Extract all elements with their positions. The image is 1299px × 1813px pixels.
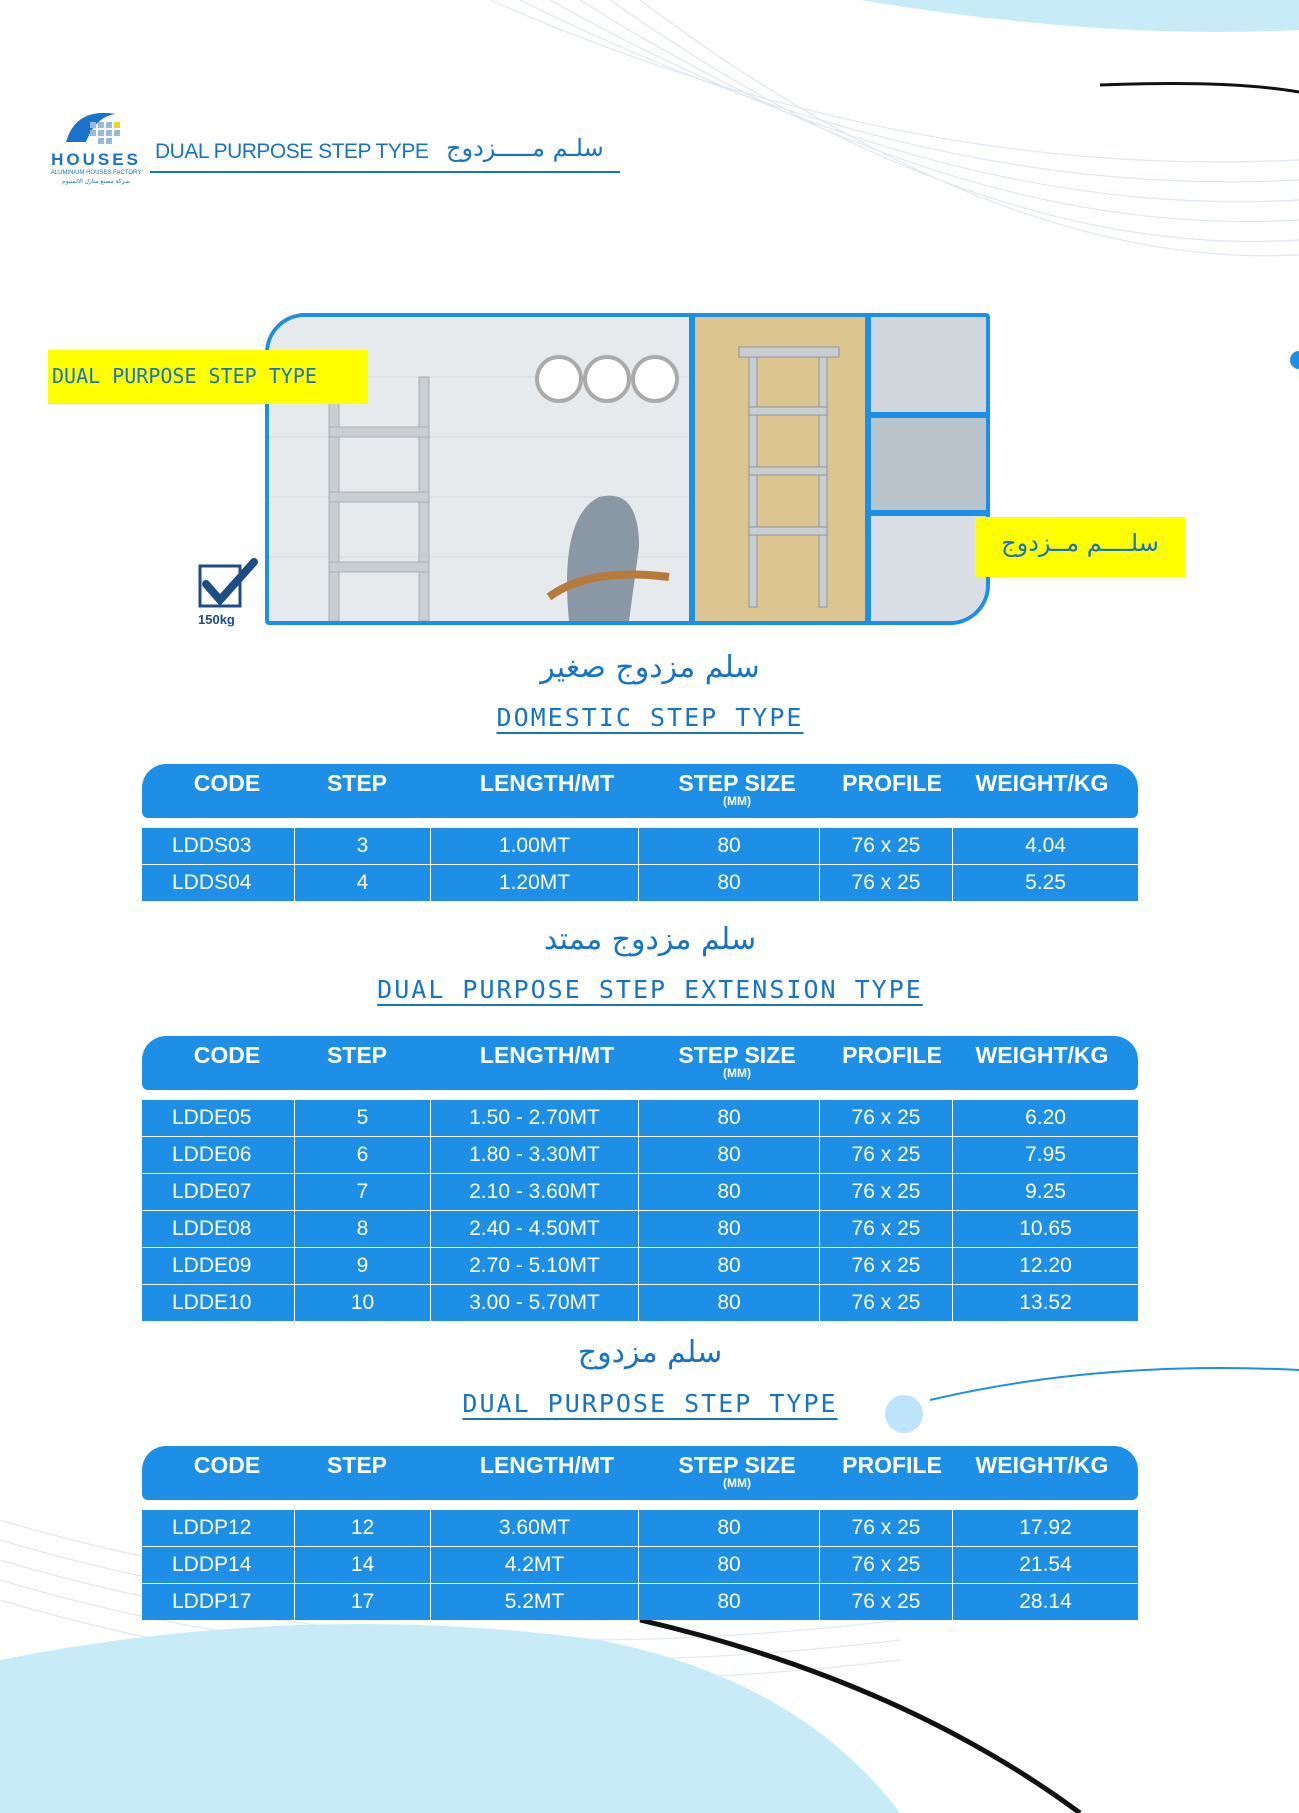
cell-weight: 6.20 <box>952 1100 1138 1136</box>
cell-weight: 4.04 <box>952 828 1138 864</box>
logo-subtitle-ar: شركة مصنع منازل الالمنيوم <box>62 179 130 185</box>
table-row <box>142 1510 1138 1546</box>
cell-weight: 12.20 <box>952 1248 1138 1284</box>
cell-step-size: 80 <box>638 1248 819 1284</box>
cell-profile: 76 x 25 <box>819 1174 952 1210</box>
cell-profile: 76 x 25 <box>819 1211 952 1247</box>
cell-step-size: 80 <box>638 865 819 901</box>
section-title-en: DUAL PURPOSE STEP TYPE <box>462 1389 838 1418</box>
cell-code: LDDS04 <box>172 871 252 894</box>
col-code: CODE <box>193 770 261 796</box>
cell-step-size: 80 <box>638 1137 819 1173</box>
cell-weight: 9.25 <box>952 1174 1138 1210</box>
col-weight: WEIGHT/KG <box>975 770 1109 796</box>
spec-table <box>142 764 1138 901</box>
col-step-size-unit: (MM) <box>723 1476 751 1490</box>
col-profile: PROFILE <box>842 1452 942 1478</box>
section-title-ar: سلم مزدوج صغير <box>540 650 760 685</box>
header-underline <box>150 171 620 173</box>
photo-label-ar: سلــــم مــزدوج <box>975 517 1185 577</box>
ladder-photos-illustration <box>269 317 986 621</box>
cell-step-size: 80 <box>638 1510 819 1546</box>
section-title-en: DUAL PURPOSE STEP EXTENSION TYPE <box>377 975 923 1004</box>
cell-code: LDDE08 <box>172 1217 252 1240</box>
cell-code: LDDE10 <box>172 1291 252 1314</box>
cell-profile: 76 x 25 <box>819 1100 952 1136</box>
col-step-size-unit: (MM) <box>723 794 751 808</box>
cell-weight: 13.52 <box>952 1285 1138 1321</box>
checkmark-icon <box>198 558 258 612</box>
section-title-ar: سلم مزدوج ممتد <box>543 922 757 957</box>
col-step-size-unit: (MM) <box>723 1066 751 1080</box>
col-weight: WEIGHT/KG <box>975 1042 1109 1068</box>
cell-length: 1.50 - 2.70MT <box>430 1100 638 1136</box>
col-profile: PROFILE <box>842 1042 942 1068</box>
col-step-size: STEP SIZE <box>678 1042 796 1068</box>
cell-step: 5 <box>294 1100 430 1136</box>
table-row <box>142 1100 1138 1136</box>
cell-step-size: 80 <box>638 1584 819 1620</box>
cell-step: 9 <box>294 1248 430 1284</box>
logo-wordmark: HOUSES <box>51 150 141 169</box>
cell-step: 17 <box>294 1584 430 1620</box>
cell-profile: 76 x 25 <box>819 1248 952 1284</box>
spec-table <box>142 1446 1138 1620</box>
col-length: LENGTH/MT <box>479 770 615 796</box>
cell-code: LDDE07 <box>172 1180 252 1203</box>
cell-weight: 28.14 <box>952 1584 1138 1620</box>
table-header <box>142 764 1138 818</box>
cell-code: LDDE06 <box>172 1143 252 1166</box>
table-row <box>142 1210 1138 1247</box>
cell-step-size: 80 <box>638 1547 819 1583</box>
photo-label-en: DUAL PURPOSE STEP TYPE <box>48 350 368 404</box>
cell-step-size: 80 <box>638 1100 819 1136</box>
header-title-ar: سلـم مـــــزدوج <box>446 134 604 162</box>
table-row <box>142 1546 1138 1583</box>
col-weight: WEIGHT/KG <box>975 1452 1109 1478</box>
col-length: LENGTH/MT <box>479 1042 615 1068</box>
table-row <box>142 1247 1138 1284</box>
cell-length: 2.10 - 3.60MT <box>430 1174 638 1210</box>
col-step: STEP <box>326 1452 388 1478</box>
cell-code: LDDP14 <box>172 1553 252 1576</box>
cell-profile: 76 x 25 <box>819 1584 952 1620</box>
header-title-en: DUAL PURPOSE STEP TYPE <box>155 140 429 163</box>
cell-length: 2.70 - 5.10MT <box>430 1248 638 1284</box>
table-header <box>142 1446 1138 1500</box>
cell-code: LDDE05 <box>172 1106 252 1129</box>
cell-code: LDDP17 <box>172 1590 252 1613</box>
col-step: STEP <box>326 770 388 796</box>
cell-length: 4.2MT <box>430 1547 638 1583</box>
table-row <box>142 1136 1138 1173</box>
cell-step: 7 <box>294 1174 430 1210</box>
col-step-size: STEP SIZE <box>678 770 796 796</box>
cell-step-size: 80 <box>638 1174 819 1210</box>
cell-step: 6 <box>294 1137 430 1173</box>
cell-step-size: 80 <box>638 1285 819 1321</box>
table-header <box>142 1036 1138 1090</box>
company-logo <box>46 102 146 192</box>
cell-length: 1.00MT <box>430 828 638 864</box>
cell-length: 1.80 - 3.30MT <box>430 1137 638 1173</box>
cell-weight: 10.65 <box>952 1211 1138 1247</box>
table-row <box>142 1583 1138 1620</box>
cell-code: LDDE09 <box>172 1254 252 1277</box>
cell-length: 2.40 - 4.50MT <box>430 1211 638 1247</box>
cell-step-size: 80 <box>638 1211 819 1247</box>
cell-step: 8 <box>294 1211 430 1247</box>
load-capacity-label: 150kg <box>198 612 235 627</box>
cell-step: 3 <box>294 828 430 864</box>
cell-length: 3.60MT <box>430 1510 638 1546</box>
col-code: CODE <box>193 1452 261 1478</box>
table-row <box>142 864 1138 901</box>
cell-weight: 7.95 <box>952 1137 1138 1173</box>
cell-step: 10 <box>294 1285 430 1321</box>
cell-code: LDDP12 <box>172 1516 252 1539</box>
logo-subtitle-en: ALUMINIUM HOUSES FACTORY <box>50 170 142 176</box>
cell-profile: 76 x 25 <box>819 865 952 901</box>
product-photo-panel <box>265 313 990 625</box>
cell-profile: 76 x 25 <box>819 1137 952 1173</box>
col-code: CODE <box>193 1042 261 1068</box>
col-step-size: STEP SIZE <box>678 1452 796 1478</box>
cell-weight: 5.25 <box>952 865 1138 901</box>
cell-weight: 21.54 <box>952 1547 1138 1583</box>
table-row <box>142 828 1138 864</box>
cell-code: LDDS03 <box>172 834 252 857</box>
cell-profile: 76 x 25 <box>819 1510 952 1546</box>
table-row <box>142 1284 1138 1321</box>
section-title-ar: سلم مزدوج <box>577 1335 723 1370</box>
cell-profile: 76 x 25 <box>819 1547 952 1583</box>
cell-length: 5.2MT <box>430 1584 638 1620</box>
table-row <box>142 1173 1138 1210</box>
col-profile: PROFILE <box>842 770 942 796</box>
cell-weight: 17.92 <box>952 1510 1138 1546</box>
section-title-en: DOMESTIC STEP TYPE <box>496 703 804 732</box>
cell-step: 12 <box>294 1510 430 1546</box>
spec-table <box>142 1036 1138 1321</box>
cell-profile: 76 x 25 <box>819 828 952 864</box>
cell-step-size: 80 <box>638 828 819 864</box>
cell-step: 4 <box>294 865 430 901</box>
cell-step: 14 <box>294 1547 430 1583</box>
cell-profile: 76 x 25 <box>819 1285 952 1321</box>
col-step: STEP <box>326 1042 388 1068</box>
col-length: LENGTH/MT <box>479 1452 615 1478</box>
logo-mark-icon <box>46 102 146 152</box>
cell-length: 3.00 - 5.70MT <box>430 1285 638 1321</box>
cell-length: 1.20MT <box>430 865 638 901</box>
